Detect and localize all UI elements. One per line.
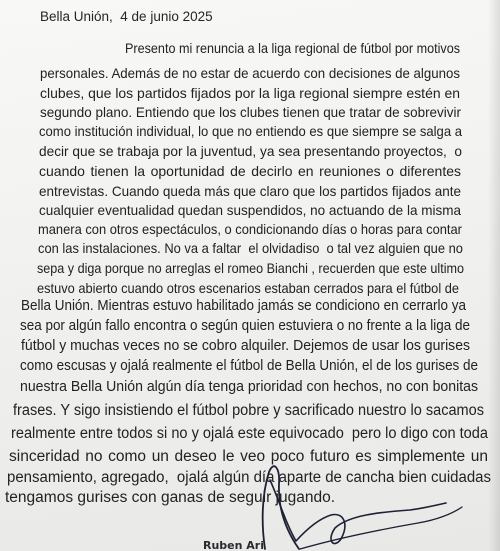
letter-line: Presento mi renuncia a la liga regional de fútbol por motivos (125, 40, 461, 56)
letter-line: Bella Unión. Mientras estuvo habilitado jamás se condiciono en cerrarlo ya (21, 298, 467, 314)
letter-line: manera con otros espectáculos, o condicionando días o horas para contar (38, 221, 462, 237)
letter-line: fútbol y muchas veces no se cobro alquiler. Dejemos de usar los gurises (21, 338, 471, 354)
signature-name-area (203, 541, 283, 551)
letter-line: clubes, que los partidos fijados por la liga regional siempre estén en (40, 85, 461, 101)
letter-line: sea por algún fallo encontra o según quien estuviera o no frente a la liga de (20, 318, 470, 334)
letter-line: sinceridad no como un deseo le veo poco futuro es simplemente un (9, 447, 488, 465)
letter-line: personales. Además de no estar de acuerdo con decisiones de algunos (40, 65, 460, 81)
letter-line: segundo plano. Entiendo que los clubes tienen que tratar de sobrevivir (40, 104, 462, 120)
letter-line: decir que se trabaja por la juventud, ya sea presentando proyectos, o (39, 143, 463, 159)
letter-line: nuestra Bella Unión algún día tenga prioridad con hechos, no con bonitas (20, 379, 478, 395)
letter-line: entrevistas. Cuando queda más que claro que los partidos fijados ante (39, 183, 461, 199)
letter-line: como institución individual, lo que no entiendo es que siempre se salga a (39, 123, 463, 139)
signature-name: Ruben Ari (203, 541, 265, 551)
letter-line: cualquier eventualidad quedan suspendidos, no actuando de la misma (39, 202, 461, 218)
letter-line: realmente entre todos si no y ojalá este equivocado pero lo digo con toda (11, 424, 488, 442)
letter-line: sepa y diga porque no arreglas el romeo Bianchi , recuerden que este ultimo (37, 260, 465, 276)
letter-line: como escusas y ojalá realmente el fútbol de Bella Unión, el de los gurises de (20, 358, 479, 374)
letter-line: frases. Y sigo insistiendo el fútbol pobre y sacrificado nuestro lo sacamos (13, 401, 484, 419)
letter-line: pensamiento, agregado, ojalá algún día aparte de cancha bien cuidadas (7, 468, 492, 486)
letter-line: cuando tienen la oportunidad de decirlo en reuniones o diferentes (39, 163, 461, 179)
letter-date: Bella Unión, 4 de junio 2025 (40, 9, 213, 24)
letter-line: tengamos gurises con ganas de seguir jugando. (5, 488, 336, 506)
letter-line: estuvo abierto cuando otros escenarios estaban cerrados para el fútbol de (37, 280, 460, 296)
letter-line: con las instalaciones. No va a faltar el olvidadiso o tal vez alguien que no (38, 240, 463, 256)
